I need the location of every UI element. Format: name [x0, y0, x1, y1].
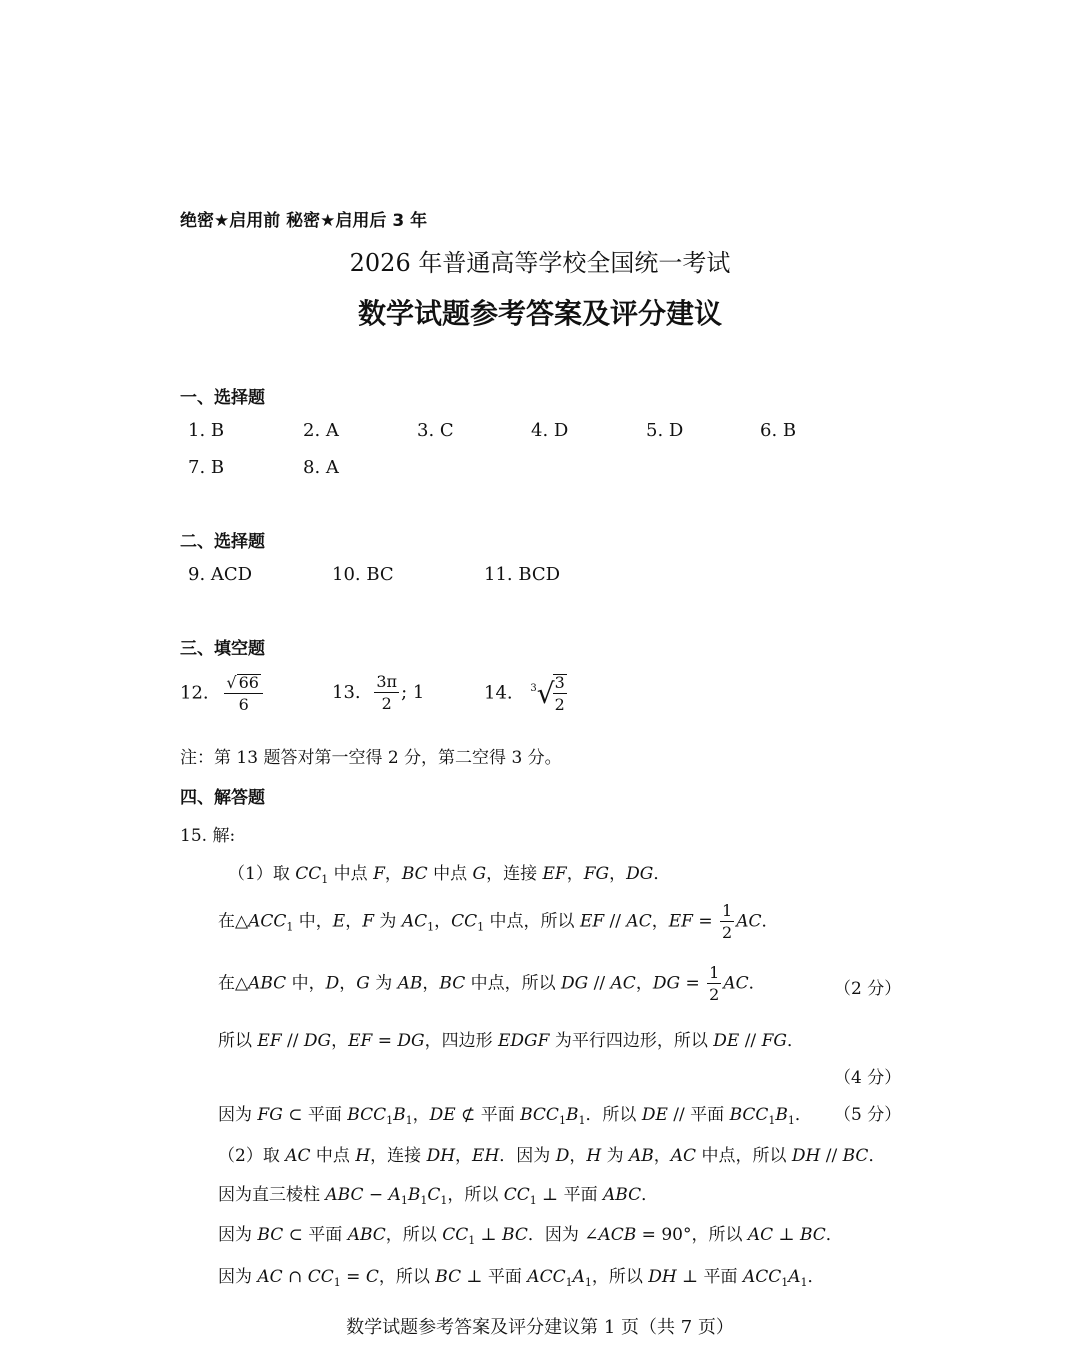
fraction: $\frac{3\pi}{2}$	[376, 672, 398, 713]
score-annotation: （2 分）	[834, 979, 902, 999]
page-footer: 数学试题参考答案及评分建议第 1 页（共 7 页）	[346, 1317, 734, 1338]
solution-line: 因为 AC ∩ $CC_1 = C$，所以 BC ⊥ 平面 $ACC_1A_1$，所以 DH ⊥ 平面 $ACC_1A_1$．	[218, 1267, 825, 1289]
solution-line: 因为直三棱柱 ABC − $A_1B_1C_1$，所以 $CC_1$ ⊥ 平面 ABC．	[218, 1185, 659, 1207]
fraction: $\frac{√ 66}{6}$	[224, 674, 263, 713]
answer-item: 10. BC	[332, 564, 394, 585]
section-heading-multi-select: 二、选择题	[180, 532, 265, 552]
fill-answer-13: 13. $\frac{3\pi}{2}$ ; 1	[332, 672, 425, 713]
solution-line: 在$\triangle ACC_1$ 中，E，F 为 $AC_1$，$CC_1$ 中点，所以 EF // AC，EF = $\frac{1}{2}$ AC．	[218, 901, 779, 942]
score-annotation: （5 分）	[834, 1105, 902, 1125]
score-annotation: （4 分）	[834, 1068, 902, 1088]
solution-line: 因为 BC ⊂ 平面 ABC，所以 $CC_1$ ⊥ BC．因为 ∠ACB = 90°，所以 AC ⊥ BC．	[218, 1225, 843, 1247]
confidentiality-line: 绝密★启用前 秘密★启用后 3 年	[180, 211, 428, 231]
fraction: $\frac{3}{2}$	[554, 673, 565, 714]
answer-item: 5. D	[646, 420, 684, 441]
fill-answer-14: 14. $^3$√ $\frac{3}{2}$	[484, 673, 565, 714]
answer-item: 8. A	[303, 457, 339, 478]
solution-line: （1）取 $CC_1$ 中点 F，BC 中点 G，连接 EF，FG，DG．	[228, 864, 671, 886]
solution-line: 在△ABC 中，D，G 为 AB，BC 中点，所以 DG // AC，DG = $\frac{1}{2}$ AC．	[218, 963, 766, 1004]
answer-item: 3. C	[417, 420, 454, 441]
section-heading-fill-in: 三、填空题	[180, 639, 265, 659]
answer-item: 4. D	[531, 420, 569, 441]
scoring-note: 注：第 13 题答对第一空得 2 分，第二空得 3 分。	[180, 748, 562, 768]
answer-item: 9. ACD	[188, 564, 253, 585]
solution-line: 所以 EF // DG，EF = DG，四边形 EDGF 为平行四边形，所以 DE // FG．	[218, 1031, 804, 1051]
question-15-label: 15. 解:	[180, 826, 236, 846]
section-heading-solutions: 四、解答题	[180, 788, 265, 808]
answer-item: 6. B	[760, 420, 797, 441]
solution-line: 因为 FG ⊂ 平面 $BCC_1B_1$，DE ⊄ 平面 $BCC_1B_1$．所以 DE // 平面 $BCC_1B_1$．	[218, 1105, 812, 1127]
solution-line: （2）取 AC 中点 H，连接 DH，EH．因为 D，H 为 AB，AC 中点，所以 DH // BC．	[218, 1146, 886, 1166]
section-heading-multiple-choice: 一、选择题	[180, 388, 265, 408]
answer-item: 7. B	[188, 457, 225, 478]
answer-item: 1. B	[188, 420, 225, 441]
document-title: 数学试题参考答案及评分建议	[357, 297, 722, 330]
answer-item: 2. A	[303, 420, 339, 441]
answer-item: 11. BCD	[484, 564, 561, 585]
fill-answer-12: 12. $\frac{√ 66}{6}$	[180, 674, 265, 713]
exam-title: 2026 年普通高等学校全国统一考试	[349, 249, 731, 277]
